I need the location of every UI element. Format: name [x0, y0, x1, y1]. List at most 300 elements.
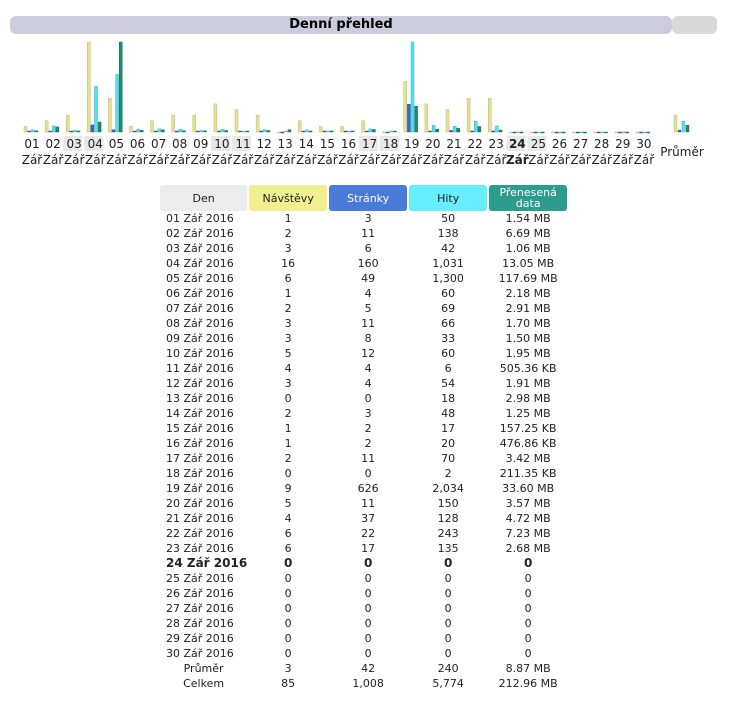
bar-bandwidth	[183, 131, 186, 132]
cell-hits: 128	[437, 512, 459, 525]
x-tick-month: Zář	[612, 153, 634, 167]
table-row	[160, 391, 567, 406]
table-row	[160, 256, 567, 271]
cell-visits: 2	[284, 302, 292, 315]
daily-table-container	[158, 185, 569, 691]
cell-bandwidth: 3.42 MB	[505, 452, 551, 465]
cell-bandwidth: 2.91 MB	[505, 302, 551, 315]
bar-visits	[277, 132, 280, 133]
bar-pages	[302, 131, 305, 132]
cell-hits: 69	[441, 302, 456, 315]
x-tick-day: 06	[129, 137, 146, 151]
table-row	[160, 466, 567, 481]
bar-pages	[344, 131, 347, 132]
bar-bandwidth	[626, 132, 629, 133]
daily-stats-table	[158, 185, 569, 691]
cell-day: 29 Zář 2016	[166, 632, 234, 645]
cell-bandwidth: 2.18 MB	[505, 287, 551, 300]
x-tick-day: 01	[24, 137, 40, 151]
bar-hits	[52, 126, 55, 132]
bar-pages	[597, 132, 600, 133]
cell-visits: 0	[283, 556, 293, 570]
x-tick-month: Zář	[296, 153, 317, 167]
average-label: Průměr	[660, 145, 704, 159]
header-day[interactable]: Den	[160, 185, 247, 211]
cell-pages: 0	[364, 392, 372, 405]
table-row	[160, 211, 567, 226]
bar-pages	[91, 125, 94, 132]
table-row	[160, 271, 567, 286]
cell-visits: 3	[284, 317, 292, 330]
cell-visits: 3	[284, 377, 292, 390]
bar-pages	[471, 131, 474, 132]
bar-pages	[640, 132, 643, 133]
daily-bar-chart	[0, 0, 745, 180]
bar-visits	[130, 126, 133, 132]
cell-hits: 48	[441, 407, 456, 420]
bar-visits	[87, 42, 90, 132]
x-tick-day: 11	[235, 137, 251, 151]
table-row	[160, 421, 567, 436]
x-tick-month: Zář	[127, 153, 148, 167]
cell-pages: 11	[361, 497, 376, 510]
bar-hits	[116, 75, 119, 133]
cell-bandwidth: 1.95 MB	[505, 347, 551, 360]
cell-hits: 54	[441, 377, 456, 390]
cell-hits: 0	[444, 602, 452, 615]
bar-pages	[429, 131, 432, 132]
x-tick-day: 08	[172, 137, 188, 151]
bar-pages	[112, 130, 115, 132]
cell-hits: 6	[444, 362, 452, 375]
cell-visits: 0	[284, 632, 292, 645]
bar-pages	[175, 131, 178, 132]
bar-bandwidth	[583, 132, 586, 133]
bar-hits	[411, 42, 414, 132]
bar-bandwidth	[35, 131, 38, 132]
cell-pages: 22	[361, 527, 376, 540]
table-row	[160, 436, 567, 451]
bar-bandwidth	[562, 132, 565, 133]
x-tick-day: 04	[87, 137, 103, 151]
header-bandwidth[interactable]: Přenesená data	[489, 185, 567, 211]
cell-pages: 6	[364, 242, 372, 255]
cell-visits: 4	[284, 362, 292, 375]
cell-pages: 3	[364, 212, 372, 225]
bar-visits	[530, 132, 533, 133]
x-tick-month: Zář	[505, 153, 529, 167]
cell-day: 10 Zář 2016	[166, 347, 234, 360]
cell-bandwidth: 211.35 KB	[499, 467, 557, 480]
x-tick-month: Zář	[591, 153, 612, 167]
cell-bandwidth: 1.70 MB	[505, 317, 551, 330]
bar-hits	[643, 132, 646, 133]
cell-visits: 6	[284, 272, 292, 285]
cell-visits: 6	[284, 542, 292, 555]
bar-bandwidth	[541, 132, 544, 133]
cell-bandwidth: 1.25 MB	[505, 407, 551, 420]
bar-hits	[306, 130, 309, 132]
cell-pages: 11	[361, 452, 376, 465]
cell-day: 15 Zář 2016	[166, 422, 234, 435]
bar-pages	[407, 104, 410, 132]
cell-day: 08 Zář 2016	[166, 317, 234, 330]
table-row	[160, 241, 567, 256]
table-row	[160, 346, 567, 361]
cell-day: Průměr	[183, 662, 224, 675]
table-row	[160, 601, 567, 616]
bar-visits	[151, 121, 154, 132]
cell-pages: 0	[363, 556, 373, 570]
bar-hits	[622, 132, 625, 133]
cell-hits: 20	[441, 437, 456, 450]
bar-visits	[214, 104, 217, 132]
bar-hits	[242, 131, 245, 132]
cell-visits: 5	[284, 497, 292, 510]
header-hits[interactable]: Hity	[409, 185, 487, 211]
cell-day: 20 Zář 2016	[166, 497, 234, 510]
bar-hits	[200, 131, 203, 133]
bar-average-pages	[678, 130, 681, 132]
x-tick-month: Zář	[169, 153, 190, 167]
bar-bandwidth	[394, 131, 397, 132]
cell-hits: 5,774	[432, 677, 464, 690]
bar-pages	[218, 131, 221, 132]
cell-bandwidth: 33.60 MB	[502, 482, 555, 495]
x-tick-day: 05	[108, 137, 125, 151]
bar-bandwidth	[98, 122, 101, 132]
bar-visits	[383, 132, 386, 133]
bar-hits	[327, 131, 330, 132]
cell-bandwidth: 1.50 MB	[505, 332, 551, 345]
cell-hits: 1,300	[432, 272, 464, 285]
bar-pages	[133, 131, 136, 132]
cell-pages: 0	[364, 602, 372, 615]
table-row	[160, 616, 567, 631]
x-tick-month: Zář	[42, 153, 64, 167]
cell-bandwidth: 2.68 MB	[505, 542, 551, 555]
cell-day: 24 Zář 2016	[166, 556, 248, 570]
x-tick-month: Zář	[528, 153, 549, 167]
x-tick-day: 03	[66, 137, 82, 151]
x-tick-day: 19	[404, 137, 420, 151]
cell-bandwidth: 476.86 KB	[499, 437, 557, 450]
x-tick-day: 21	[446, 137, 462, 151]
cell-visits: 0	[284, 467, 292, 480]
bar-average-bandwidth	[686, 125, 689, 132]
cell-pages: 3	[364, 407, 372, 420]
bar-visits	[552, 132, 555, 133]
cell-hits: 138	[437, 227, 459, 240]
cell-day: 30 Zář 2016	[166, 647, 234, 660]
bar-bandwidth	[161, 130, 164, 132]
cell-day: 17 Zář 2016	[166, 452, 234, 465]
cell-pages: 4	[364, 377, 372, 390]
cell-hits: 0	[444, 572, 452, 585]
bar-pages	[386, 132, 389, 133]
cell-hits: 33	[441, 332, 456, 345]
bar-visits	[615, 132, 618, 133]
bar-hits	[369, 129, 372, 132]
x-tick-day: 17	[361, 137, 378, 151]
bar-visits	[446, 110, 449, 133]
bar-hits	[390, 131, 393, 132]
bar-visits	[24, 126, 27, 132]
x-tick-month: Zář	[63, 153, 85, 167]
bar-bandwidth	[77, 131, 80, 132]
x-tick-month: Zář	[443, 153, 465, 167]
cell-pages: 0	[364, 572, 372, 585]
cell-visits: 1	[284, 437, 292, 450]
cell-day: 09 Zář 2016	[166, 332, 234, 345]
bar-pages	[618, 132, 621, 133]
cell-hits: 2,034	[432, 482, 464, 495]
cell-pages: 11	[361, 227, 376, 240]
bar-bandwidth	[436, 129, 439, 132]
cell-hits: 60	[441, 347, 456, 360]
x-tick-day: 20	[425, 137, 441, 151]
table-row	[160, 631, 567, 646]
cell-hits: 0	[443, 556, 453, 570]
bar-pages	[281, 132, 284, 133]
cell-day: 21 Zář 2016	[166, 512, 234, 525]
cell-visits: 0	[284, 647, 292, 660]
x-tick-month: Zář	[190, 153, 212, 167]
cell-bandwidth: 8.87 MB	[505, 662, 551, 675]
bar-pages	[534, 132, 537, 133]
bar-visits	[636, 132, 639, 133]
bar-hits	[263, 130, 266, 132]
cell-pages: 8	[364, 332, 372, 345]
cell-visits: 0	[284, 572, 292, 585]
table-row	[160, 541, 567, 556]
cell-day: 14 Zář 2016	[166, 407, 234, 420]
bar-hits	[538, 132, 541, 133]
cell-hits: 0	[444, 632, 452, 645]
bar-bandwidth	[478, 127, 481, 133]
cell-bandwidth: 117.69 MB	[498, 272, 558, 285]
table-body	[160, 211, 567, 691]
x-tick-month: Zář	[253, 153, 275, 167]
bar-bandwidth	[56, 127, 59, 132]
bar-visits	[298, 121, 301, 132]
cell-day: 25 Zář 2016	[166, 572, 234, 585]
x-tick-month: Zář	[633, 153, 655, 167]
cell-pages: 37	[361, 512, 376, 525]
cell-pages: 4	[364, 362, 372, 375]
x-tick-day: 12	[256, 137, 272, 151]
cell-visits: 0	[284, 617, 292, 630]
cell-visits: 1	[284, 212, 292, 225]
header-pages[interactable]: Stránky	[329, 185, 407, 211]
bar-hits	[453, 126, 456, 132]
cell-day: 22 Zář 2016	[166, 527, 234, 540]
total-row	[160, 676, 567, 691]
bar-bandwidth	[225, 131, 228, 133]
cell-pages: 4	[364, 287, 372, 300]
bar-hits	[474, 121, 477, 132]
cell-visits: 4	[284, 512, 292, 525]
bar-visits	[362, 121, 365, 132]
cell-bandwidth: 0	[524, 647, 532, 660]
cell-pages: 49	[361, 272, 376, 285]
x-tick-day: 10	[214, 137, 230, 151]
bar-pages	[323, 131, 326, 132]
cell-hits: 60	[441, 287, 456, 300]
cell-visits: 85	[281, 677, 296, 690]
cell-bandwidth: 3.57 MB	[505, 497, 551, 510]
cell-day: 13 Zář 2016	[166, 392, 234, 405]
cell-visits: 2	[284, 227, 292, 240]
bar-bandwidth	[246, 131, 249, 132]
bar-visits	[108, 98, 111, 132]
bar-visits	[425, 104, 428, 132]
bar-hits	[559, 132, 562, 133]
x-tick-day: 26	[551, 137, 568, 151]
x-tick-day: 07	[150, 137, 167, 151]
x-tick-day: 18	[383, 137, 399, 151]
x-tick-month: Zář	[21, 153, 43, 167]
cell-bandwidth: 13.05 MB	[502, 257, 555, 270]
bar-average-hits	[682, 121, 685, 132]
x-tick-month: Zář	[422, 153, 444, 167]
cell-day: Celkem	[183, 677, 225, 690]
cell-day: 28 Zář 2016	[166, 617, 234, 630]
cell-visits: 2	[284, 452, 292, 465]
table-row	[160, 406, 567, 421]
cell-hits: 240	[437, 662, 459, 675]
cell-pages: 2	[364, 422, 372, 435]
x-tick-day: 15	[319, 137, 336, 151]
x-tick-month: Zář	[485, 153, 507, 167]
x-tick-day: 27	[572, 137, 589, 151]
cell-day: 19 Zář 2016	[166, 482, 234, 495]
bar-hits	[137, 129, 140, 132]
x-tick-month: Zář	[380, 153, 401, 167]
cell-day: 16 Zář 2016	[166, 437, 234, 450]
cell-visits: 3	[284, 242, 292, 255]
bar-hits	[495, 126, 498, 132]
table-row	[160, 331, 567, 346]
cell-visits: 0	[284, 587, 292, 600]
cell-hits: 70	[441, 452, 456, 465]
x-tick-month: Zář	[549, 153, 570, 167]
bar-hits	[158, 129, 161, 132]
cell-day: 23 Zář 2016	[166, 542, 234, 555]
x-tick-month: Zář	[464, 153, 486, 167]
x-tick-month: Zář	[211, 153, 233, 167]
x-tick-day: 23	[488, 137, 504, 151]
cell-bandwidth: 0	[523, 556, 533, 570]
bar-pages	[555, 132, 558, 133]
cell-day: 18 Zář 2016	[166, 467, 234, 480]
bar-bandwidth	[499, 130, 502, 132]
cell-hits: 135	[437, 542, 459, 555]
cell-bandwidth: 4.72 MB	[505, 512, 551, 525]
bar-pages	[154, 131, 157, 132]
cell-day: 11 Zář 2016	[166, 362, 234, 375]
header-visits[interactable]: Návštěvy	[249, 185, 327, 211]
cell-day: 05 Zář 2016	[166, 272, 234, 285]
bar-pages	[450, 130, 453, 132]
average-row	[160, 661, 567, 676]
x-tick-day: 14	[298, 137, 314, 151]
cell-pages: 12	[361, 347, 376, 360]
bar-visits	[319, 126, 322, 132]
bar-average-visits	[674, 115, 677, 132]
cell-visits: 5	[284, 347, 292, 360]
table-row	[160, 586, 567, 601]
bar-visits	[45, 121, 48, 132]
bar-visits	[467, 98, 470, 132]
cell-pages: 160	[357, 257, 379, 270]
x-tick-day: 16	[340, 137, 357, 151]
bar-visits	[573, 132, 576, 133]
cell-pages: 0	[364, 467, 372, 480]
cell-pages: 0	[364, 647, 372, 660]
bar-pages	[576, 132, 579, 133]
table-row	[160, 571, 567, 586]
x-tick-month: Zář	[317, 153, 338, 167]
bar-hits	[31, 130, 34, 132]
bar-hits	[73, 130, 76, 132]
bar-hits	[179, 129, 182, 132]
bar-hits	[221, 129, 224, 132]
cell-visits: 2	[284, 407, 292, 420]
cell-pages: 0	[364, 587, 372, 600]
x-tick-day: 22	[467, 137, 483, 151]
table-row	[160, 226, 567, 241]
bar-visits	[341, 126, 344, 132]
cell-hits: 1,031	[432, 257, 464, 270]
x-tick-month: Zář	[338, 153, 359, 167]
x-tick-month: Zář	[570, 153, 591, 167]
bar-bandwidth	[119, 42, 122, 132]
bar-bandwidth	[605, 132, 608, 133]
bar-pages	[513, 132, 516, 133]
bar-visits	[256, 115, 259, 132]
cell-hits: 17	[441, 422, 456, 435]
x-tick-month: Zář	[232, 153, 254, 167]
cell-bandwidth: 0	[524, 602, 532, 615]
chart-title: Denní přehled	[10, 16, 672, 34]
cell-visits: 0	[284, 392, 292, 405]
cell-day: 07 Zář 2016	[166, 302, 234, 315]
bar-pages	[49, 131, 52, 132]
cell-hits: 150	[437, 497, 459, 510]
table-row	[160, 376, 567, 391]
bar-pages	[28, 131, 31, 132]
cell-pages: 0	[364, 632, 372, 645]
cell-day: 01 Zář 2016	[166, 212, 234, 225]
bar-bandwidth	[351, 131, 354, 132]
bar-hits	[580, 132, 583, 133]
table-row	[160, 646, 567, 661]
bar-visits	[594, 132, 597, 133]
cell-visits: 3	[284, 662, 292, 675]
cell-day: 06 Zář 2016	[166, 287, 234, 300]
x-tick-month: Zář	[106, 153, 127, 167]
cell-pages: 5	[364, 302, 372, 315]
bar-bandwidth	[330, 131, 333, 132]
bar-hits	[517, 132, 520, 133]
cell-pages: 626	[357, 482, 379, 495]
bar-bandwidth	[288, 130, 291, 132]
bar-hits	[95, 86, 98, 132]
bar-pages	[70, 131, 73, 132]
bar-hits	[284, 131, 287, 132]
cell-hits: 18	[441, 392, 456, 405]
